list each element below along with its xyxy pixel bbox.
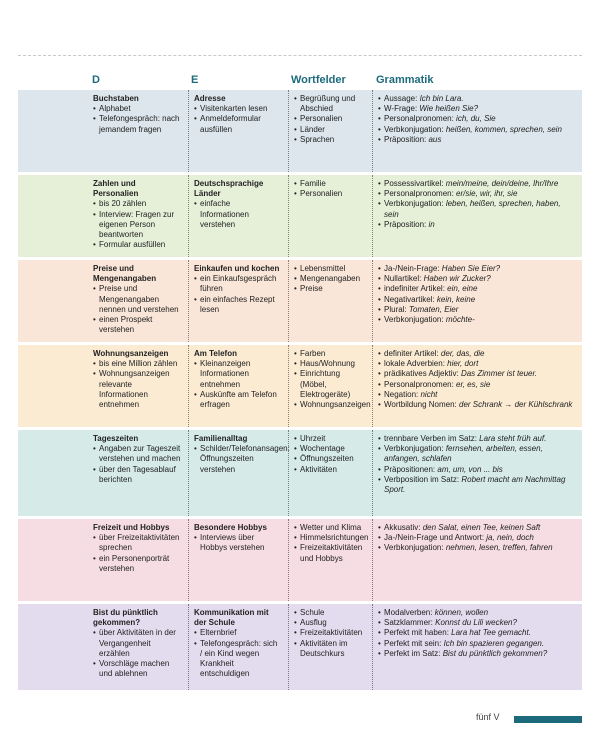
grammar-example: hier, dort <box>447 359 479 369</box>
grammar-example: Das Zimmer ist teuer. <box>460 369 538 379</box>
grammar-item <box>378 608 577 618</box>
cell-e <box>188 519 286 601</box>
grammar-item <box>378 220 577 230</box>
cell-e <box>188 260 286 342</box>
grammar-label: Perfekt mit sein: <box>384 638 444 648</box>
list-item: • Wochentage <box>294 444 367 454</box>
cell-grammatik <box>372 604 582 690</box>
grammar-example: den Salat, einen Tee, keinen Saft <box>422 523 541 532</box>
cell-d <box>88 604 186 690</box>
list-item: • Mengenangaben <box>294 274 367 284</box>
grammar-label: Possessivartikel: <box>384 179 446 188</box>
grammar-item <box>378 618 577 628</box>
grammar-example: ich, du, Sie <box>456 114 496 124</box>
grammar-label: Personalpronomen: <box>384 379 457 389</box>
cell-d <box>88 260 186 342</box>
list-item: • Begrüßung und Abschied <box>294 94 367 114</box>
grammar-label: Präpositionen: <box>384 464 438 474</box>
list-item: • Anmeldeformular ausfüllen <box>194 114 281 134</box>
grammar-example: aus <box>428 134 442 144</box>
top-dashed-rule <box>18 55 582 56</box>
cell-wortfelder <box>288 604 372 690</box>
grammar-item <box>378 104 577 114</box>
grammar-item <box>378 369 577 379</box>
grammar-item <box>378 305 577 315</box>
grammar-item <box>378 390 577 400</box>
grammar-item <box>378 189 577 199</box>
grammar-example: ja, nein, doch <box>486 533 534 543</box>
list-item: • Schilder/Telefonansagen: Öffnungszeiten verstehen <box>194 444 281 475</box>
grammar-label: Verbkonjugation: <box>384 543 446 553</box>
cell-grammatik <box>372 345 582 427</box>
cell-title: Am Telefon <box>194 349 237 358</box>
list-item: • Vorschläge machen und ablehnen <box>93 659 181 679</box>
list-item: • Himmelsrichtungen <box>294 533 367 543</box>
cell-d <box>88 175 186 257</box>
list-item: • Aktivitäten <box>294 465 367 475</box>
list-item: • Wohnungsanzeigen <box>294 400 367 410</box>
grammar-example: ein, eine <box>447 284 478 294</box>
table-row <box>18 519 582 601</box>
table-row <box>18 90 582 172</box>
list-item: • Öffnungszeiten <box>294 454 367 464</box>
list-item: • Ausflug <box>294 618 367 628</box>
grammar-item <box>378 274 577 284</box>
column-headers <box>18 74 582 90</box>
grammar-label: Akkusativ: <box>384 523 423 532</box>
grammar-label: trennbare Verben im Satz: <box>384 434 480 443</box>
cell-title: Preise und Mengenangaben <box>93 264 157 284</box>
list-item: • einen Prospekt verstehen <box>93 315 181 335</box>
list-item: • Interviews über Hobbys verstehen <box>194 533 281 553</box>
list-item: • Schule <box>294 608 367 618</box>
grammar-example: Konnst du Lili wecken? <box>435 618 517 628</box>
header-grammatik: Grammatik <box>376 74 434 86</box>
list-item: • Lebensmittel <box>294 264 367 274</box>
list-item: • Farben <box>294 349 367 359</box>
grammar-item <box>378 179 577 189</box>
grammar-item <box>378 114 577 124</box>
list-item: • über Freizeitaktivitäten sprechen <box>93 533 181 553</box>
list-item: • Familie <box>294 179 367 189</box>
grammar-example: mein/meine, dein/deine, Ihr/Ihre <box>445 179 559 188</box>
grammar-label: Verbkonjugation: <box>384 444 446 454</box>
cell-title: Tageszeiten <box>93 434 139 443</box>
cell-d <box>88 90 186 172</box>
list-item: • Interview: Fragen zur eigenen Person beantworten <box>93 210 181 241</box>
grammar-example: können, wollen <box>434 608 489 617</box>
list-item: • Personalien <box>294 189 367 199</box>
grammar-item <box>378 125 577 135</box>
grammar-label: Verbkonjugation: <box>384 315 446 325</box>
grammar-example: am, um, von ... bis <box>437 464 503 474</box>
grammar-example: heißen, kommen, sprechen, sein <box>445 124 562 134</box>
grammar-label: Plural: <box>384 304 409 314</box>
cell-title: Adresse <box>194 94 226 103</box>
list-item: • Aktivitäten im Deutschkurs <box>294 639 367 659</box>
list-item: • bis 20 zählen <box>93 199 181 209</box>
cell-e <box>188 345 286 427</box>
grammar-item <box>378 475 577 495</box>
list-item: • ein Einkaufsgespräch führen <box>194 274 281 294</box>
grammar-label: W-Frage: <box>384 104 420 114</box>
grammar-example: nehmen, lesen, treffen, fahren <box>445 543 553 553</box>
table-row <box>18 175 582 257</box>
grammar-example: er, es, sie <box>456 379 491 389</box>
grammar-item <box>378 264 577 274</box>
cell-wortfelder <box>288 430 372 516</box>
grammar-item <box>378 444 577 464</box>
list-item: • Visitenkarten lesen <box>194 104 281 114</box>
list-item: • Uhrzeit <box>294 434 367 444</box>
grammar-label: Modalverben: <box>384 608 435 617</box>
cell-wortfelder <box>288 345 372 427</box>
cell-grammatik <box>372 519 582 601</box>
grammar-item <box>378 359 577 369</box>
grammar-label: Personalpronomen: <box>384 189 457 199</box>
cell-title: Kommunikation mit der Schule <box>194 608 269 628</box>
cell-title: Familienalltag <box>194 434 248 443</box>
cell-grammatik <box>372 90 582 172</box>
grammar-example: Ich bin Lara. <box>419 94 464 103</box>
list-item: • Preise und Mengenangaben nennen und verstehen <box>93 284 181 315</box>
cell-title: Deutschsprachige Länder <box>194 179 264 199</box>
cell-title: Freizeit und Hobbys <box>93 523 170 532</box>
list-item: • Telefongespräch: sich / ein Kind wegen Krankheit entschuldigen <box>194 639 281 680</box>
cell-e <box>188 175 286 257</box>
list-item: • Angaben zur Tageszeit verstehen und machen <box>93 444 181 464</box>
header-wortfelder: Wortfelder <box>291 74 346 86</box>
list-item: • ein einfaches Rezept lesen <box>194 295 281 315</box>
grammar-label: Nullartikel: <box>384 274 424 284</box>
grammar-example: Bist du pünktlich gekommen? <box>442 648 548 658</box>
grammar-example: nicht <box>420 389 438 399</box>
cell-e <box>188 90 286 172</box>
grammar-item <box>378 400 577 410</box>
list-item: • bis eine Million zählen <box>93 359 181 369</box>
cell-d <box>88 519 186 601</box>
cell-grammatik <box>372 260 582 342</box>
grammar-item <box>378 639 577 649</box>
grammar-item <box>378 628 577 638</box>
list-item: • Einrichtung (Möbel, Elektrogeräte) <box>294 369 367 400</box>
grammar-item <box>378 649 577 659</box>
grammar-example: Tomaten, Eier <box>408 304 459 314</box>
page-number: fünf V <box>476 712 500 722</box>
grammar-item <box>378 465 577 475</box>
grammar-label: definiter Artikel: <box>384 349 441 358</box>
grammar-item <box>378 295 577 305</box>
grammar-label: Personalpronomen: <box>384 114 457 124</box>
list-item: • Länder <box>294 125 367 135</box>
header-d: D <box>92 74 100 86</box>
grammar-example: fernsehen, arbeiten, essen, anfangen, schlafen <box>384 444 543 464</box>
list-item: • Auskünfte am Telefon erfragen <box>194 390 281 410</box>
grammar-example: leben, heißen, sprechen, haben, sein <box>384 199 561 219</box>
grammar-item <box>378 315 577 325</box>
header-e: E <box>191 74 199 86</box>
table-row <box>18 345 582 427</box>
cell-grammatik <box>372 175 582 257</box>
list-item: • Wetter und Klima <box>294 523 367 533</box>
grammar-example: in <box>428 219 435 229</box>
cell-title: Buchstaben <box>93 94 139 103</box>
cell-wortfelder <box>288 90 372 172</box>
grammar-example: Ich bin spazieren gegangen. <box>443 638 545 648</box>
grammar-label: Negativartikel: <box>384 294 437 304</box>
grammar-label: lokale Adverbien: <box>384 359 448 369</box>
list-item: • Alphabet <box>93 104 181 114</box>
grammar-label: Präposition: <box>384 134 429 144</box>
list-item: • Personalien <box>294 114 367 124</box>
grammar-example: Wie heißen Sie? <box>419 104 479 114</box>
grammar-example: kein, keine <box>436 294 476 304</box>
list-item: • ein Personenporträt verstehen <box>93 554 181 574</box>
cell-wortfelder <box>288 519 372 601</box>
grammar-item <box>378 199 577 219</box>
grammar-item <box>378 533 577 543</box>
cell-wortfelder <box>288 260 372 342</box>
list-item: • Freizeitaktivitäten <box>294 628 367 638</box>
cell-title: Besondere Hobbys <box>194 523 267 532</box>
grammar-label: Aussage: <box>384 94 420 103</box>
grammar-label: Satzklammer: <box>384 618 436 628</box>
grammar-example: möchte- <box>445 315 475 325</box>
list-item: • Elternbrief <box>194 628 281 638</box>
grammar-example: Lara steht früh auf. <box>479 434 547 443</box>
grammar-label: Verbkonjugation: <box>384 124 446 134</box>
list-item: • Kleinanzeigen Informationen entnehmen <box>194 359 281 390</box>
cell-title: Wohnungsanzeigen <box>93 349 169 358</box>
grammar-item <box>378 284 577 294</box>
grammar-label: prädikatives Adjektiv: <box>384 369 461 379</box>
list-item: • einfache Informationen verstehen <box>194 199 281 230</box>
grammar-label: Verbposition im Satz: <box>384 474 462 484</box>
list-item: • Formular ausfüllen <box>93 240 181 250</box>
cell-e <box>188 430 290 516</box>
grammar-item <box>378 349 577 359</box>
grammar-item <box>378 135 577 145</box>
grammar-label: Verbkonjugation: <box>384 199 446 209</box>
cell-d <box>88 345 186 427</box>
list-item: • Telefongespräch: nach jemandem fragen <box>93 114 181 134</box>
grammar-label: Ja-/Nein-Frage und Antwort: <box>384 533 487 543</box>
cell-d <box>88 430 186 516</box>
grammar-label: Negation: <box>384 389 421 399</box>
cell-wortfelder <box>288 175 372 257</box>
grammar-label: Perfekt mit haben: <box>384 628 452 638</box>
grammar-item <box>378 380 577 390</box>
grammar-example: Robert macht am Nachmittag Sport. <box>384 474 566 495</box>
grammar-example: der, das, die <box>440 349 485 358</box>
list-item: • Freizeitaktivitäten und Hobbys <box>294 543 367 563</box>
grammar-item <box>378 94 577 104</box>
cell-e <box>188 604 286 690</box>
grammar-item <box>378 543 577 553</box>
grammar-label: indefiniter Artikel: <box>384 284 448 294</box>
grammar-item <box>378 434 577 444</box>
grammar-example: Haben wir Zucker? <box>423 274 491 284</box>
grammar-example: er/sie, wir, ihr, sie <box>456 189 518 199</box>
list-item: • Wohnungsanzeigen relevante Informationen entnehmen <box>93 369 181 410</box>
syllabus-table <box>18 90 582 693</box>
list-item: • Sprachen <box>294 135 367 145</box>
table-row <box>18 430 582 516</box>
grammar-label: Wortbildung Nomen: <box>384 400 459 410</box>
list-item: • Preise <box>294 284 367 294</box>
list-item: • über den Tagesablauf berichten <box>93 465 181 485</box>
cell-title: Zahlen und Personalien <box>93 179 139 199</box>
cell-grammatik <box>372 430 582 516</box>
grammar-example: Haben Sie Eier? <box>441 264 501 273</box>
list-item: • Haus/Wohnung <box>294 359 367 369</box>
cell-title: Bist du pünktlich gekommen? <box>93 608 158 628</box>
grammar-label: Präposition: <box>384 219 429 229</box>
list-item: • über Aktivitäten in der Vergangenheit erzählen <box>93 628 181 659</box>
cell-title: Einkaufen und kochen <box>194 264 280 273</box>
grammar-label: Ja-/Nein-Frage: <box>384 264 442 273</box>
grammar-label: Perfekt im Satz: <box>384 648 443 658</box>
table-row <box>18 260 582 342</box>
grammar-example: Lara hat Tee gemacht. <box>451 628 531 638</box>
footer-bar <box>514 716 582 723</box>
grammar-example: der Schrank → der Kühlschrank <box>459 400 573 410</box>
table-row <box>18 604 582 690</box>
grammar-item <box>378 523 577 533</box>
